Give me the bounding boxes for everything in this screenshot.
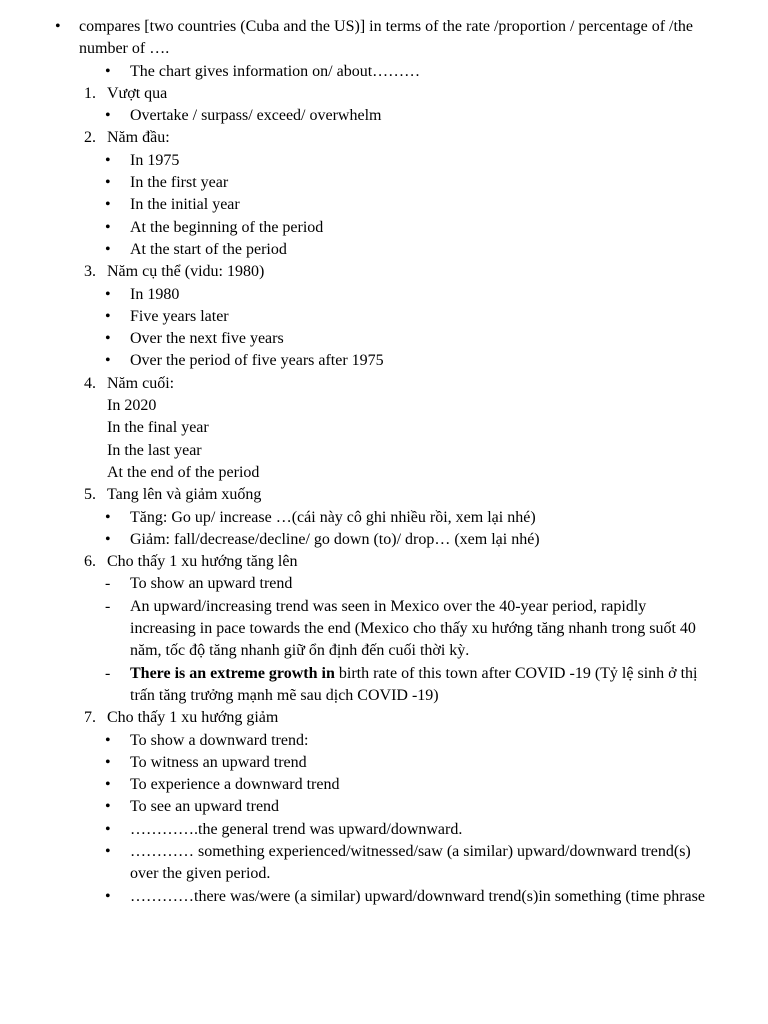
list-item-text: To show an upward trend bbox=[130, 575, 293, 593]
list-item bbox=[0, 105, 768, 127]
section-heading-3 bbox=[0, 261, 768, 283]
bullet-marker: • bbox=[105, 107, 111, 125]
bullet-marker: • bbox=[105, 887, 111, 905]
section-heading-6 bbox=[0, 551, 768, 573]
bullet-marker: • bbox=[105, 218, 111, 236]
section-number: 4. bbox=[84, 374, 96, 392]
bullet-marker: • bbox=[105, 842, 111, 860]
section-heading-2 bbox=[0, 127, 768, 149]
list-item-text: …………there was/were (a similar) upward/downward trend(s)in something (time phrase bbox=[130, 887, 705, 905]
section-title: Tang lên và giảm xuống bbox=[107, 486, 262, 504]
list-item bbox=[0, 819, 768, 841]
bold-phrase: There is an extreme growth in bbox=[130, 664, 335, 682]
list-item-text: Giảm: fall/decrease/decline/ go down (to)/ drop… (xem lại nhé) bbox=[130, 530, 540, 548]
dash-item bbox=[0, 663, 715, 708]
list-item-text: To see an upward trend bbox=[130, 798, 280, 816]
intro-text-line2: number of …. bbox=[79, 40, 170, 58]
section-title: Năm đầu: bbox=[107, 129, 170, 147]
list-item bbox=[0, 730, 768, 752]
bullet-marker: • bbox=[105, 753, 111, 771]
list-item-text: birth rate of this town after COVID -19 (Tỷ lệ sinh ở thị trấn tăng trưởng mạnh mẽ sau dịch COVID -19) bbox=[130, 664, 698, 704]
section-title: Cho thấy 1 xu hướng giảm bbox=[107, 709, 279, 727]
bullet-marker: • bbox=[105, 196, 111, 214]
section-heading-1 bbox=[0, 83, 768, 105]
bullet-marker: • bbox=[105, 820, 111, 838]
intro-sub-text: The chart gives information on/ about……… bbox=[130, 62, 421, 80]
list-item-text: At the beginning of the period bbox=[130, 218, 324, 236]
section-number: 1. bbox=[84, 84, 96, 102]
bullet-marker: • bbox=[105, 508, 111, 526]
bullet-marker: • bbox=[105, 307, 111, 325]
list-item-text: In 1980 bbox=[130, 285, 180, 303]
list-item-text: In the initial year bbox=[130, 196, 240, 214]
section-title: Vượt qua bbox=[107, 84, 168, 102]
bullet-marker: • bbox=[105, 530, 111, 548]
list-item bbox=[0, 350, 768, 372]
bullet-marker: • bbox=[105, 62, 111, 80]
dash-item bbox=[0, 573, 768, 595]
bullet-marker: • bbox=[105, 798, 111, 816]
list-item-text: Five years later bbox=[130, 307, 229, 325]
list-item bbox=[0, 172, 768, 194]
bullet-marker: • bbox=[105, 776, 111, 794]
list-item bbox=[0, 529, 768, 551]
section-number: 3. bbox=[84, 263, 96, 281]
section-title: Năm cuối: bbox=[107, 374, 175, 392]
bullet-marker: • bbox=[105, 352, 111, 370]
list-item bbox=[0, 328, 768, 350]
list-item bbox=[0, 217, 768, 239]
list-item-text: Tăng: Go up/ increase …(cái này cô ghi nhiều rồi, xem lại nhé) bbox=[130, 508, 536, 526]
section-title: Cho thấy 1 xu hướng tăng lên bbox=[107, 553, 298, 571]
section-title: Năm cụ thể (vidu: 1980) bbox=[107, 263, 265, 281]
dash-marker: - bbox=[105, 597, 111, 615]
plain-line: In the final year bbox=[107, 419, 209, 437]
list-item bbox=[0, 150, 768, 172]
bullet-marker: • bbox=[105, 285, 111, 303]
section-number: 2. bbox=[84, 129, 96, 147]
list-item bbox=[0, 194, 768, 216]
section-heading-5 bbox=[0, 484, 768, 506]
bullet-marker: • bbox=[105, 330, 111, 348]
intro-text-line1: compares [two countries (Cuba and the US)] in terms of the rate /proportion / percentage of /the bbox=[79, 18, 694, 35]
plain-line: At the end of the period bbox=[107, 463, 260, 481]
plain-line: In 2020 bbox=[107, 397, 157, 415]
section-number: 5. bbox=[84, 486, 96, 504]
intro-item bbox=[0, 16, 719, 61]
bullet-marker: • bbox=[105, 174, 111, 192]
section-heading-4 bbox=[0, 373, 768, 395]
list-item bbox=[0, 507, 768, 529]
bullet-marker: • bbox=[105, 240, 111, 258]
bullet-marker: • bbox=[105, 731, 111, 749]
list-item-text: To experience a downward trend bbox=[130, 776, 340, 794]
list-item bbox=[0, 752, 768, 774]
list-item-text: In 1975 bbox=[130, 151, 180, 169]
dash-marker: - bbox=[105, 664, 111, 682]
list-item-text: ………….the general trend was upward/downward. bbox=[130, 820, 463, 838]
dash-marker: - bbox=[105, 575, 111, 593]
list-item-text: An upward/increasing trend was seen in Mexico over the 40-year period, rapidly increasing in pace towards the end (Mexico cho thấy xu hướng tăng nhanh trong suốt 40 năm, tốc độ tăng nhanh giữ ổn định đến cuối thời kỳ. bbox=[130, 597, 696, 660]
list-item bbox=[0, 841, 715, 886]
list-item bbox=[0, 886, 715, 908]
list-item bbox=[0, 774, 768, 796]
list-item-text: ………… something experienced/witnessed/saw (a similar) upward/downward trend(s) over the given period. bbox=[130, 842, 691, 883]
list-item bbox=[0, 306, 768, 328]
dash-item bbox=[0, 596, 715, 663]
list-item-text: Over the next five years bbox=[130, 330, 284, 348]
bullet-marker: • bbox=[105, 151, 111, 169]
list-item-text: In the first year bbox=[130, 174, 229, 192]
list-item bbox=[0, 239, 768, 261]
list-item-text: To witness an upward trend bbox=[130, 753, 307, 771]
list-item bbox=[0, 284, 768, 306]
list-item-text: Over the period of five years after 1975 bbox=[130, 352, 384, 370]
list-item-text: Overtake / surpass/ exceed/ overwhelm bbox=[130, 107, 382, 125]
list-item-text: At the start of the period bbox=[130, 240, 287, 258]
bullet-marker: • bbox=[55, 18, 61, 35]
section-number: 7. bbox=[84, 709, 96, 727]
document-page bbox=[0, 16, 768, 908]
plain-line: In the last year bbox=[107, 441, 202, 459]
section-heading-7 bbox=[0, 707, 768, 729]
list-item bbox=[0, 796, 768, 818]
list-item-text: To show a downward trend: bbox=[130, 731, 309, 749]
section-number: 6. bbox=[84, 553, 96, 571]
intro-sub-item bbox=[0, 61, 768, 83]
